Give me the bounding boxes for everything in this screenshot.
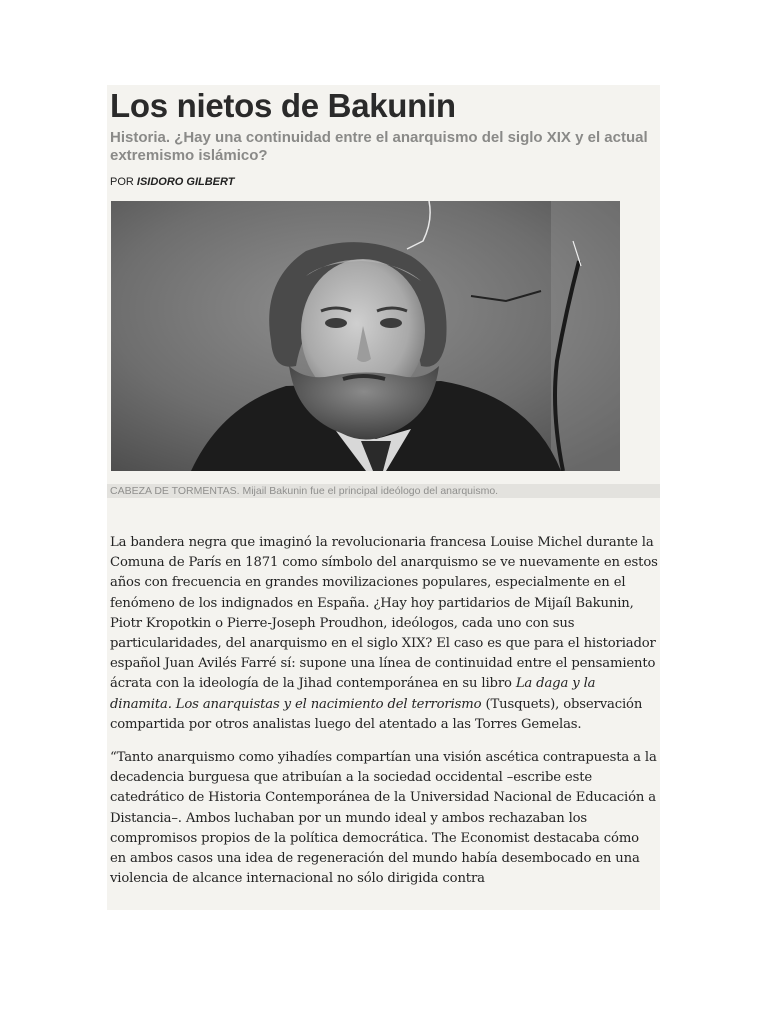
article-subtitle: Historia. ¿Hay una continuidad entre el anarquismo del siglo XIX y el actual extremismo islámico?: [110, 129, 648, 164]
photo-caption: CABEZA DE TORMENTAS. Mijail Bakunin fue el principal ideólogo del anarquismo.: [107, 484, 660, 498]
article-body: [110, 533, 658, 902]
author-name: ISIDORO GILBERT: [136, 176, 235, 188]
paragraph-1-text-start: La bandera negra que imaginó la revolucionaria francesa Louise Michel durante la Comuna de París en 1871 como símbolo del anarquismo se ve nuevamente en estos años con frecuencia en grandes movilizaciones populares, especialmente en el fenómeno de los indignados en España. ¿Hay hoy partidarios de Mijaíl Bakunin, Piotr Kropotkin o Pierre-Joseph Proudhon, ideólogos, cada uno con sus particularidades, del anarquismo en el siglo XIX? El caso es que para el historiador español Juan Avilés Farré sí: supone una línea de continuidad entre el pensamiento ácrata con la ideología de la Jihad contemporánea en su libro: [110, 535, 658, 692]
article-title: Los nietos de Bakunin: [110, 87, 456, 124]
article-container: [107, 85, 660, 910]
paragraph-2: “Tanto anarquismo como yihadíes compartían una visión ascética contrapuesta a la decadencia burguesa que atribuían a la sociedad occidental –escribe este catedrático de Historia Contemporánea de la Universidad Nacional de Educación a Distancia–. Ambos luchaban por un mundo ideal y ambos rechazaban los compromisos propios de la política democrática. The Economist destacaba cómo en ambos casos una idea de regeneración del mundo había desembocado en una violencia de alcance internacional no sólo dirigida contra: [110, 750, 657, 887]
bakunin-portrait-photo: [111, 201, 620, 471]
byline: [107, 175, 660, 189]
paragraph-1: [110, 533, 658, 735]
paragraph-1-text-end: (Tusquets), observación compartida por otros analistas luego del atentado a las Torres Gemelas.: [110, 696, 643, 732]
book-title: La daga y la dinamita. Los anarquistas y el nacimiento del terrorismo: [110, 676, 596, 712]
byline-prefix: POR: [110, 176, 137, 188]
